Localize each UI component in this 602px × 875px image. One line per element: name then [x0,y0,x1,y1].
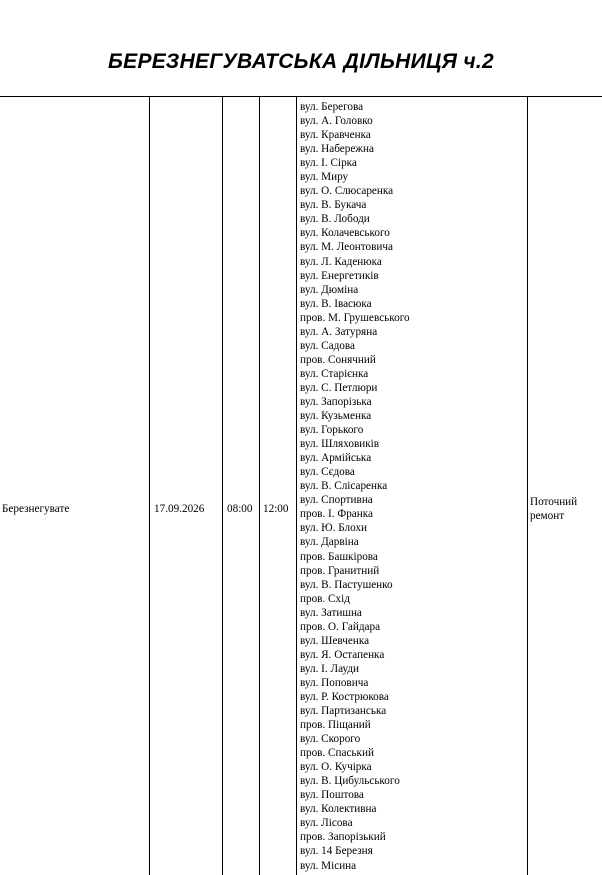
street-item: вул. В. Цибульського [300,775,400,788]
street-item: пров. М. Грушевського [300,311,410,324]
street-item: пров. Запорізький [300,831,386,844]
street-item: пров. Схід [300,592,350,605]
street-item: вул. Р. Кострюкова [300,690,389,703]
street-item: вул. Миру [300,171,349,184]
street-item: вул. Ю. Блохи [300,522,368,535]
column-divider [149,97,150,875]
column-divider [222,97,223,875]
street-item: вул. Колачевського [300,227,390,240]
street-item: пров. Сонячний [300,353,376,366]
street-item: вул. В. Івасюка [300,297,372,310]
street-item: вул. М. Леонтовича [300,241,393,254]
street-item: вул. Дарвіна [300,536,359,549]
street-item: вул. Армійська [300,452,372,465]
settlement-cell: Березнегувате [2,503,70,515]
street-item: вул. Сєдова [300,466,355,479]
column-divider [259,97,260,875]
column-divider [296,97,297,875]
outage-table [0,96,602,875]
street-item: вул. Енергетиків [300,269,379,282]
street-item: вул. Садова [300,339,355,352]
street-item: пров. І. Франка [300,508,373,521]
street-item: пров. О. Гайдара [300,620,381,633]
street-item: вул. Лісова [300,817,353,830]
street-item: вул. Затишна [300,606,362,619]
streets-list [300,100,526,873]
end-time-cell: 12:00 [263,503,289,515]
street-item: вул. Л. Каденюка [300,255,382,268]
street-item: вул. О. Слюсаренка [300,185,394,198]
reason-line: ремонт [530,510,565,522]
street-item: вул. Шевченка [300,634,370,647]
street-item: вул. Шляховиків [300,438,380,451]
start-time-cell: 08:00 [227,503,253,515]
street-item: вул. В. Слісаренка [300,480,388,493]
street-item: вул. Старієнка [300,367,369,380]
date-cell: 17.09.2026 [154,503,205,515]
page-title: БЕРЕЗНЕГУВАТСЬКА ДІЛЬНИЦЯ ч.2 [107,50,495,73]
street-item: пров. Піщаний [300,719,371,732]
street-item: вул. 14 Березня [300,845,373,858]
street-item: вул. Поштова [300,789,364,802]
street-item: вул. В. Букача [300,199,367,212]
street-item: вул. А. Головко [300,115,373,128]
street-item: вул. Я. Остапенка [300,648,385,661]
street-item: вул. Місина [300,859,357,872]
street-item: вул. І. Лауди [300,662,360,675]
street-item: вул. Партизанська [300,705,387,718]
street-item: вул. В. Пастушенко [300,578,393,591]
street-item: вул. Горького [300,424,364,437]
reason-line: Поточний [530,496,578,508]
street-item: пров. Башкірова [300,550,378,563]
street-item: вул. О. Кучірка [300,761,372,774]
street-item: вул. І. Сірка [300,157,357,170]
street-item: пров. Гранитний [300,564,380,577]
street-item: вул. В. Лободи [300,213,370,226]
street-item: вул. Колективна [300,803,377,816]
street-item: вул. Набережна [300,143,374,156]
street-item: вул. Запорізька [300,395,372,408]
reason-cell [530,495,577,523]
street-item: вул. Кузьменка [300,410,372,423]
street-item: вул. С. Петлюри [300,381,378,394]
street-item: вул. А. Затуряна [300,325,378,338]
street-item: вул. Скорого [300,733,361,746]
street-item: вул. Спортивна [300,494,373,507]
street-item: вул. Берегова [300,101,364,113]
street-item: вул. Дюміна [300,283,359,296]
column-divider [527,97,528,875]
street-item: вул. Поповича [300,676,369,689]
street-item: пров. Спаський [300,747,374,760]
street-item: вул. Кравченка [300,129,371,142]
